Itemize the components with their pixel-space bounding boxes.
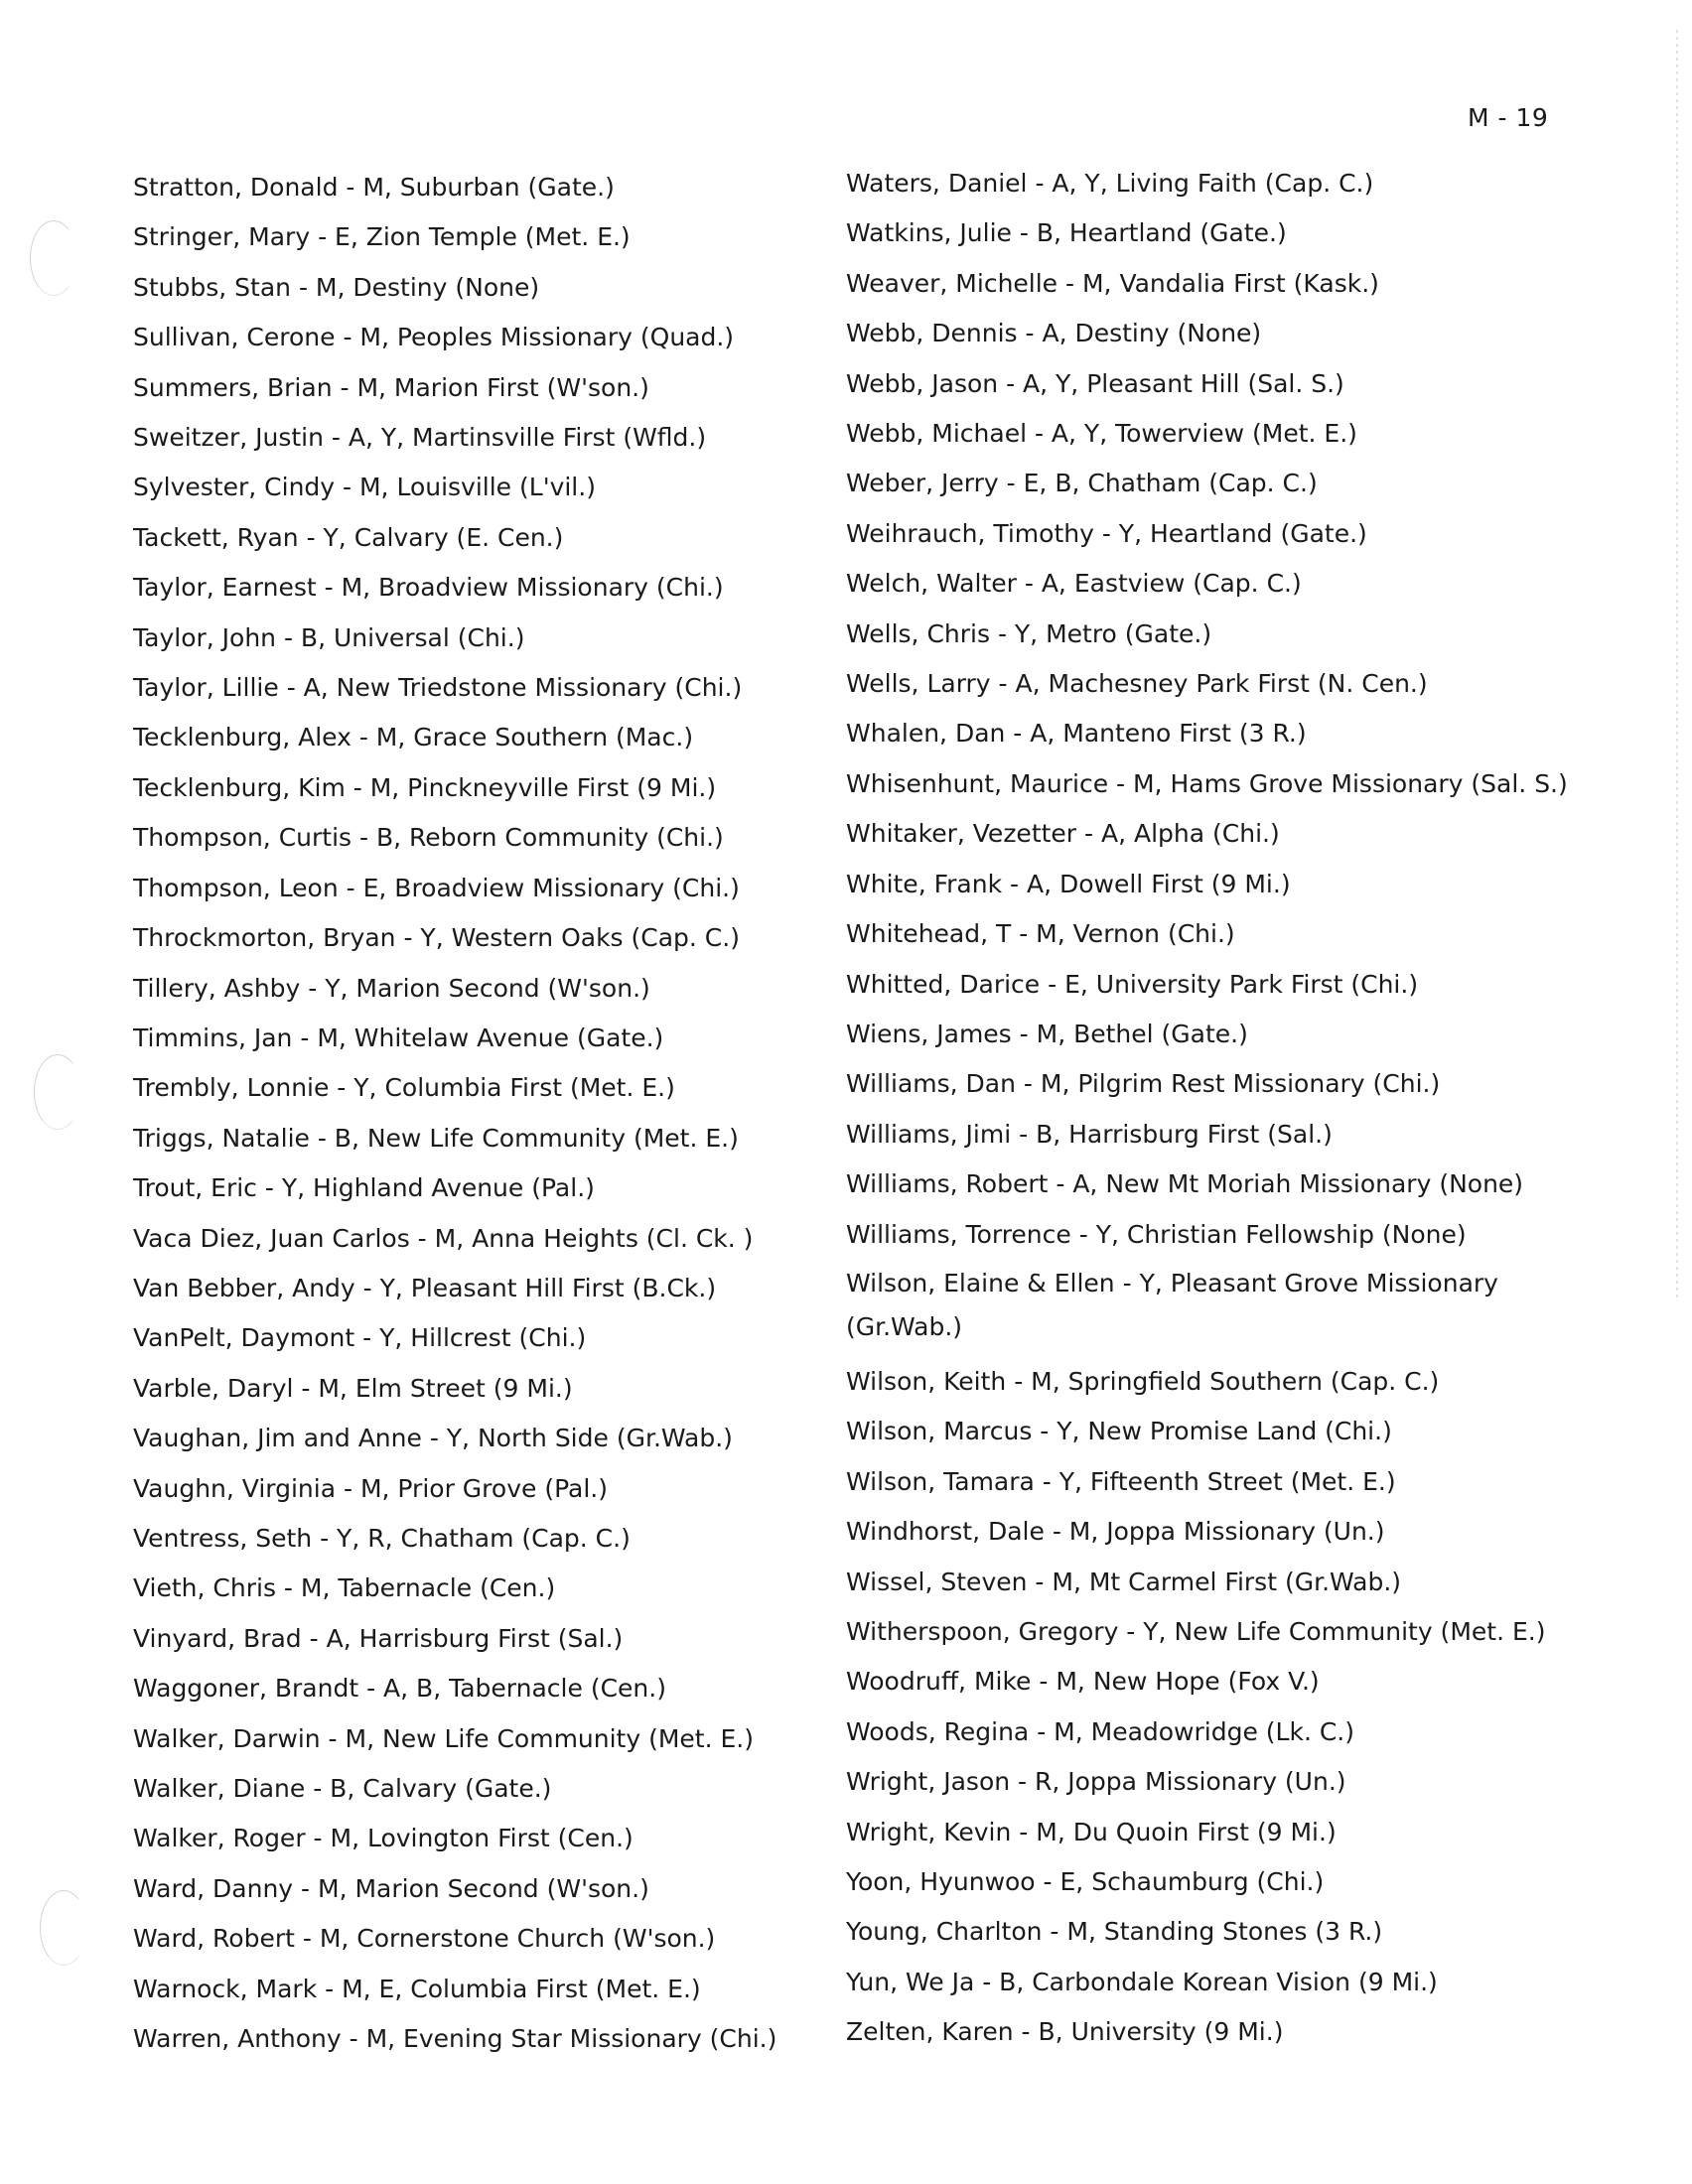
punch-hole-bottom xyxy=(40,1890,87,1966)
directory-entry: Whitted, Darice - E, University Park First (Chi.) xyxy=(846,969,1419,999)
directory-entry: Webb, Jason - A, Y, Pleasant Hill (Sal. S.) xyxy=(846,368,1344,398)
directory-entry: Triggs, Natalie - B, New Life Community (Met. E.) xyxy=(133,1123,739,1153)
directory-entry: Varble, Daryl - M, Elm Street (9 Mi.) xyxy=(133,1373,573,1403)
directory-entry: Stubbs, Stan - M, Destiny (None) xyxy=(133,272,540,302)
directory-entry: Wiens, James - M, Bethel (Gate.) xyxy=(846,1019,1248,1048)
directory-entry: Stringer, Mary - E, Zion Temple (Met. E.) xyxy=(133,222,631,252)
directory-entry: Witherspoon, Gregory - Y, New Life Community (Met. E.) xyxy=(846,1616,1546,1646)
directory-entry: Van Bebber, Andy - Y, Pleasant Hill First (B.Ck.) xyxy=(133,1273,717,1302)
directory-entry: Whitehead, T - M, Vernon (Chi.) xyxy=(846,919,1235,949)
directory-entry: Young, Charlton - M, Standing Stones (3 R.) xyxy=(846,1917,1383,1947)
directory-entry: Stratton, Donald - M, Suburban (Gate.) xyxy=(133,173,615,202)
directory-entry: Watkins, Julie - B, Heartland (Gate.) xyxy=(846,218,1287,248)
directory-entry: Tackett, Ryan - Y, Calvary (E. Cen.) xyxy=(133,522,564,552)
directory-entry: Warnock, Mark - M, E, Columbia First (Met. E.) xyxy=(133,1974,701,2003)
directory-entry: Throckmorton, Bryan - Y, Western Oaks (Cap. C.) xyxy=(133,923,740,953)
directory-entry: Vaca Diez, Juan Carlos - M, Anna Heights (Cl. Ck. ) xyxy=(133,1223,754,1253)
directory-entry: Williams, Jimi - B, Harrisburg First (Sal.) xyxy=(846,1119,1333,1149)
directory-entry: White, Frank - A, Dowell First (9 Mi.) xyxy=(846,869,1291,898)
directory-entry: Vinyard, Brad - A, Harrisburg First (Sal.) xyxy=(133,1623,624,1653)
directory-entry: Thompson, Leon - E, Broadview Missionary (Chi.) xyxy=(133,873,740,902)
directory-entry: VanPelt, Daymont - Y, Hillcrest (Chi.) xyxy=(133,1323,587,1353)
directory-entry: Trout, Eric - Y, Highland Avenue (Pal.) xyxy=(133,1173,595,1203)
directory-column-right xyxy=(846,159,1568,2058)
directory-entry: Vaughan, Jim and Anne - Y, North Side (Gr.Wab.) xyxy=(133,1424,733,1453)
directory-entry: Trembly, Lonnie - Y, Columbia First (Met. E.) xyxy=(133,1073,675,1103)
directory-entry: Summers, Brian - M, Marion First (W'son.) xyxy=(133,372,649,402)
directory-entry: Sylvester, Cindy - M, Louisville (L'vil.) xyxy=(133,473,596,502)
directory-entry: Ward, Robert - M, Cornerstone Church (W'son.) xyxy=(133,1924,716,1954)
directory-entry: Woodruff, Mike - M, New Hope (Fox V.) xyxy=(846,1667,1320,1697)
directory-entry: Webb, Dennis - A, Destiny (None) xyxy=(846,319,1262,348)
directory-entry: Vaughn, Virginia - M, Prior Grove (Pal.) xyxy=(133,1473,608,1503)
directory-entry: Yoon, Hyunwoo - E, Schaumburg (Chi.) xyxy=(846,1867,1325,1896)
directory-entry: Sweitzer, Justin - A, Y, Martinsville First (Wfld.) xyxy=(133,423,707,453)
scan-edge-mark xyxy=(1676,30,1678,1300)
directory-entry: Yun, We Ja - B, Carbondale Korean Vision (9 Mi.) xyxy=(846,1967,1438,1996)
directory-entry: Wilson, Marcus - Y, New Promise Land (Chi.) xyxy=(846,1417,1392,1446)
directory-entry: Webb, Michael - A, Y, Towerview (Met. E.) xyxy=(846,419,1357,449)
directory-entry: Sullivan, Cerone - M, Peoples Missionary (Quad.) xyxy=(133,323,735,352)
page-number: M - 19 xyxy=(1468,103,1549,132)
directory-entry: Ventress, Seth - Y, R, Chatham (Cap. C.) xyxy=(133,1523,631,1553)
directory-entry: Waggoner, Brandt - A, B, Tabernacle (Cen.) xyxy=(133,1674,666,1704)
directory-entry: Wells, Larry - A, Machesney Park First (N. Cen.) xyxy=(846,669,1428,699)
directory-entry: Weihrauch, Timothy - Y, Heartland (Gate.) xyxy=(846,518,1367,548)
directory-entry: Williams, Torrence - Y, Christian Fellowship (None) xyxy=(846,1219,1467,1249)
directory-entry: Timmins, Jan - M, Whitelaw Avenue (Gate.) xyxy=(133,1023,664,1052)
directory-entry: Taylor, Lillie - A, New Triedstone Missionary (Chi.) xyxy=(133,673,743,703)
directory-entry: Williams, Robert - A, New Mt Moriah Missionary (None) xyxy=(846,1169,1524,1199)
punch-hole-top xyxy=(30,220,77,296)
directory-column-left xyxy=(133,163,828,2064)
directory-entry: Wells, Chris - Y, Metro (Gate.) xyxy=(846,618,1212,648)
directory-entry: Wissel, Steven - M, Mt Carmel First (Gr.Wab.) xyxy=(846,1567,1402,1596)
directory-entry: Wilson, Keith - M, Springfield Southern (Cap. C.) xyxy=(846,1366,1440,1396)
directory-entry: Wright, Jason - R, Joppa Missionary (Un.) xyxy=(846,1767,1346,1797)
directory-entry: Wilson, Tamara - Y, Fifteenth Street (Met. E.) xyxy=(846,1466,1396,1496)
directory-entry: Windhorst, Dale - M, Joppa Missionary (Un.) xyxy=(846,1517,1385,1547)
directory-entry: Taylor, Earnest - M, Broadview Missionary (Chi.) xyxy=(133,573,724,603)
directory-entry: Tecklenburg, Alex - M, Grace Southern (Mac.) xyxy=(133,723,694,752)
directory-entry: Warren, Anthony - M, Evening Star Missionary (Chi.) xyxy=(133,2024,777,2054)
directory-entry: Welch, Walter - A, Eastview (Cap. C.) xyxy=(846,569,1302,599)
directory-entry: Taylor, John - B, Universal (Chi.) xyxy=(133,622,525,652)
directory-entry: Whisenhunt, Maurice - M, Hams Grove Missionary (Sal. S.) xyxy=(846,768,1568,798)
punch-hole-middle xyxy=(34,1054,81,1130)
directory-entry: Woods, Regina - M, Meadowridge (Lk. C.) xyxy=(846,1716,1354,1746)
directory-entry: Wilson, Elaine & Ellen - Y, Pleasant Grove Missionary (Gr.Wab.) xyxy=(846,1268,1498,1341)
directory-entry: Waters, Daniel - A, Y, Living Faith (Cap. C.) xyxy=(846,169,1374,198)
directory-entry: Whitaker, Vezetter - A, Alpha (Chi.) xyxy=(846,819,1280,849)
directory-entry: Thompson, Curtis - B, Reborn Community (Chi.) xyxy=(133,823,724,853)
directory-entry: Vieth, Chris - M, Tabernacle (Cen.) xyxy=(133,1573,556,1603)
directory-entry: Wright, Kevin - M, Du Quoin First (9 Mi.) xyxy=(846,1817,1337,1846)
directory-entry: Walker, Darwin - M, New Life Community (Met. E.) xyxy=(133,1723,754,1753)
directory-entry: Tecklenburg, Kim - M, Pinckneyville First (9 Mi.) xyxy=(133,772,717,802)
directory-entry: Ward, Danny - M, Marion Second (W'son.) xyxy=(133,1873,649,1903)
directory-entry: Walker, Diane - B, Calvary (Gate.) xyxy=(133,1774,552,1803)
directory-entry: Walker, Roger - M, Lovington First (Cen.) xyxy=(133,1824,634,1853)
directory-entry: Weaver, Michelle - M, Vandalia First (Kask.) xyxy=(846,268,1379,298)
directory-entry: Tillery, Ashby - Y, Marion Second (W'son.) xyxy=(133,973,650,1003)
directory-entry: Williams, Dan - M, Pilgrim Rest Missionary (Chi.) xyxy=(846,1069,1441,1099)
directory-entry: Weber, Jerry - E, B, Chatham (Cap. C.) xyxy=(846,469,1318,498)
directory-entry: Whalen, Dan - A, Manteno First (3 R.) xyxy=(846,719,1307,749)
directory-entry: Zelten, Karen - B, University (9 Mi.) xyxy=(846,2017,1284,2047)
